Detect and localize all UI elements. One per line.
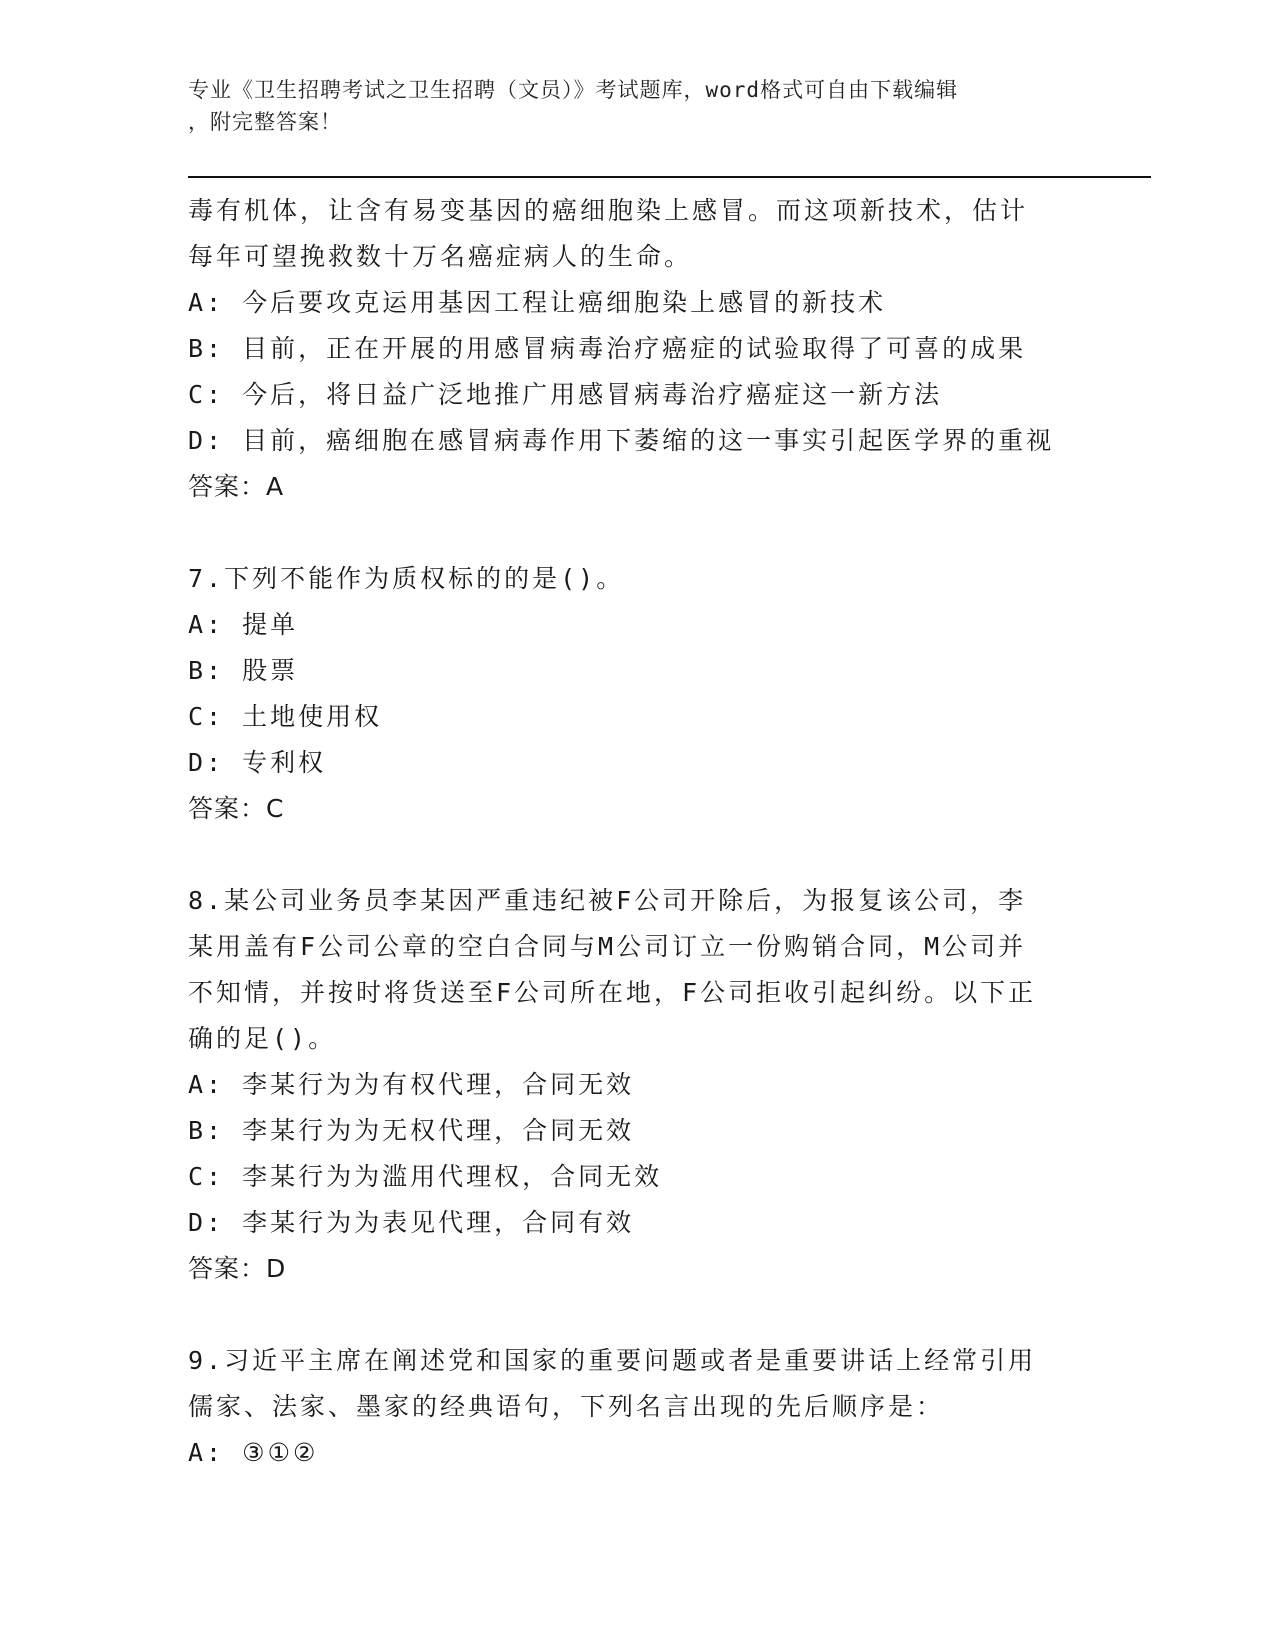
option-d: D: 专利权 (188, 748, 327, 777)
option-c: C: 今后，将日益广泛地推广用感冒病毒治疗癌症这一新方法 (188, 380, 943, 409)
answer-line: 答案：A (188, 472, 285, 501)
page-header (188, 74, 1068, 138)
question-stem-line: 毒有机体，让含有易变基因的癌细胞染上感冒。而这项新技术，估计 (188, 196, 1029, 225)
spacer (188, 832, 1088, 878)
question-stem-line: 确的足()。 (188, 1024, 337, 1053)
question-stem-line: 每年可望挽救数十万名癌症病人的生命。 (188, 242, 693, 271)
question-stem-line: 某用盖有F公司公章的空白合同与M公司订立一份购销合同，M公司并 (188, 932, 1027, 961)
question-stem-line: 9.习近平主席在阐述党和国家的重要问题或者是重要讲话上经常引用 (188, 1346, 1037, 1375)
option-b: B: 目前，正在开展的用感冒病毒治疗癌症的试验取得了可喜的成果 (188, 334, 1027, 363)
question-6 (188, 188, 1088, 510)
header-line-1: 专业《卫生招聘考试之卫生招聘（文员）》考试题库，word格式可自由下载编辑 (188, 78, 959, 102)
option-d: D: 李某行为为表见代理，合同有效 (188, 1208, 635, 1237)
question-stem-line: 8.某公司业务员李某因严重违纪被F公司开除后，为报复该公司，李 (188, 886, 1027, 915)
option-c: C: 土地使用权 (188, 702, 383, 731)
option-c: C: 李某行为为滥用代理权，合同无效 (188, 1162, 663, 1191)
question-7 (188, 556, 1088, 832)
question-content (188, 188, 1088, 1476)
question-stem-line: 儒家、法家、墨家的经典语句，下列名言出现的先后顺序是： (188, 1392, 945, 1421)
answer-line: 答案：C (188, 794, 285, 823)
answer-line: 答案：D (188, 1254, 287, 1283)
option-b: B: 李某行为为无权代理，合同无效 (188, 1116, 635, 1145)
question-stem-line: 7.下列不能作为质权标的的是()。 (188, 564, 625, 593)
option-d: D: 目前，癌细胞在感冒病毒作用下萎缩的这一事实引起医学界的重视 (188, 426, 1055, 455)
header-line-2: ，附完整答案！ (188, 110, 342, 134)
question-9 (188, 1338, 1088, 1476)
option-a: A: 今后要攻克运用基因工程让癌细胞染上感冒的新技术 (188, 288, 887, 317)
option-a: A: 李某行为为有权代理，合同无效 (188, 1070, 635, 1099)
option-a: A: ③①② (188, 1438, 319, 1467)
question-8 (188, 878, 1088, 1292)
spacer (188, 510, 1088, 556)
option-a: A: 提单 (188, 610, 299, 639)
option-b: B: 股票 (188, 656, 299, 685)
question-stem-line: 不知情，并按时将货送至F公司所在地，F公司拒收引起纠纷。以下正 (188, 978, 1037, 1007)
spacer (188, 1292, 1088, 1338)
header-divider (188, 176, 1151, 182)
